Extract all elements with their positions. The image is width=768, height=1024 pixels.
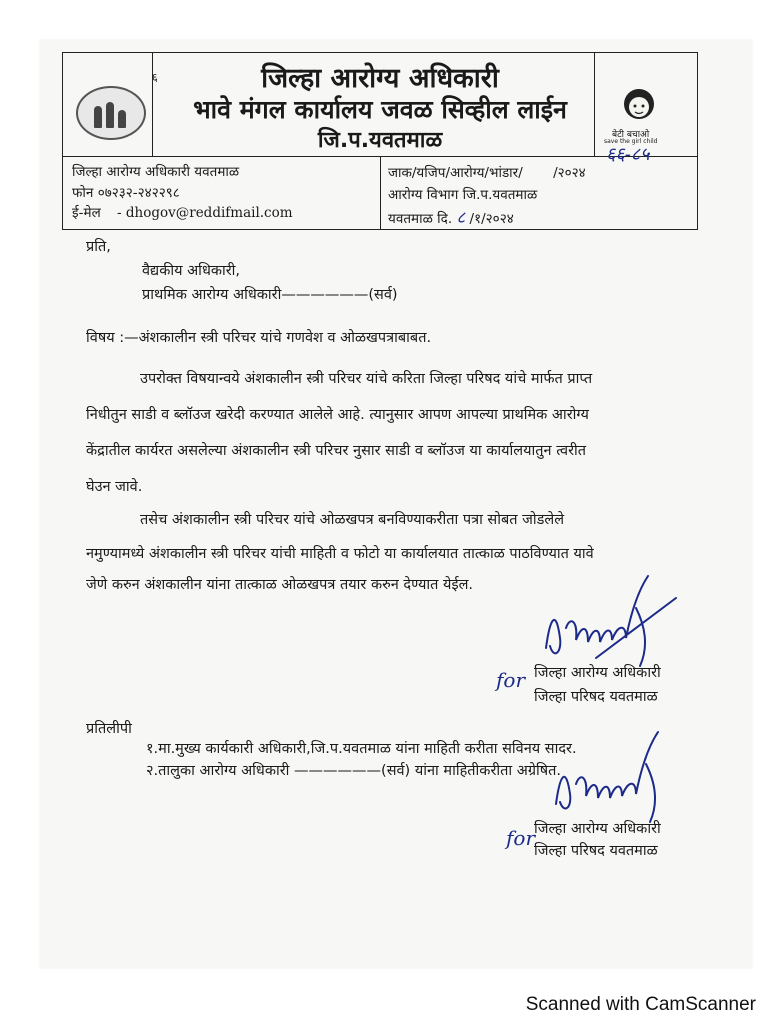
- recipient-line2: प्राथमिक आरोग्य अधिकारी——————(सर्व): [142, 287, 398, 303]
- signature-1-designation: जिल्हा आरोग्य अधिकारी: [534, 665, 661, 681]
- body-paragraph-2-line-2: नमुण्यामध्ये अंशकालीन स्त्री परिचर यांची माहिती व फोटो या कार्यालयात तात्काळ पाठविण्यात यावे: [86, 546, 594, 562]
- reference-department: आरोग्य विभाग जि.प.यवतमाळ: [388, 187, 538, 203]
- body-paragraph-2-line-1: तसेच अंशकालीन स्त्री परिचर यांचे ओळखपत्र बनविण्याकरीता पत्रा सोबत जोडलेले: [140, 512, 565, 528]
- letterhead-title: जिल्हा आरोग्य अधिकारी: [261, 63, 499, 94]
- email-address: - dhogov@reddifmail.com: [117, 205, 293, 221]
- signature-2-office: जिल्हा परिषद यवतमाळ: [534, 843, 658, 859]
- recipient-to: प्रति,: [86, 239, 111, 255]
- subject-line: विषय :—अंशकालीन स्त्री परिचर यांचे गणवेश व ओळखपत्राबाबत.: [86, 330, 432, 346]
- signature-2-designation: जिल्हा आरोग्य अधिकारी: [534, 821, 661, 837]
- beti-bachao-logo: [616, 86, 662, 126]
- body-paragraph-1-line-2: निधीतुन साडी व ब्लॉउज खरेदी करण्यात आलेले आहे. त्यानुसार आपण आपल्या प्राथमिक आरोग्य: [86, 407, 589, 423]
- logo-subcaption: save the girl child: [604, 138, 658, 145]
- signature-1-office: जिल्हा परिषद यवतमाळ: [534, 689, 658, 705]
- body-paragraph-2-line-3: जेणे करुन अंशकालीन यांना तात्काळ ओळखपत्र तयार करुन देण्यात येईल.: [86, 577, 474, 593]
- email-label: ई-मेल: [72, 205, 101, 221]
- copy-heading: प्रतिलीपी: [86, 721, 132, 737]
- body-paragraph-1-line-3: केंद्रातील कार्यरत असलेल्या अंशकालीन स्त्री परिचर नुसार साडी व ब्लॉउज या कार्यालयातुन त्वरीत: [86, 443, 587, 459]
- letterhead-divider-left: [152, 52, 153, 156]
- date-day-handwritten: ८: [456, 208, 466, 228]
- letterhead-address: भावे मंगल कार्यालय जवळ सिव्हील लाईन: [193, 95, 567, 124]
- date-rest: /१/२०२४: [469, 211, 514, 227]
- copy-item-1: १.मा.मुख्य कार्यकारी अधिकारी,जि.प.यवतमाळ यांना माहिती करीता सविनय सादर.: [146, 741, 577, 757]
- office-email-row: [72, 203, 293, 221]
- signature-1-for-mark: for: [496, 668, 526, 692]
- signature-2-for-mark: for: [506, 826, 536, 850]
- health-department-logo: [76, 86, 146, 140]
- logo-mark: ६: [152, 71, 158, 84]
- date-prefix: यवतमाळ दि.: [388, 211, 453, 227]
- recipient-line1: वैद्यकीय अधिकारी,: [142, 263, 241, 279]
- office-name: जिल्हा आरोग्य अधिकारी यवतमाळ: [72, 164, 240, 180]
- logo-caption: बेटी बचाओ: [612, 130, 650, 140]
- signature-2-graphic: [546, 722, 696, 832]
- letterhead-divider-middle: [380, 156, 381, 230]
- copy-item-2: २.तालुका आरोग्य अधिकारी ——————(सर्व) यांना माहितीकरीता अग्रेषित.: [146, 763, 562, 779]
- body-paragraph-1-line-1: उपरोक्त विषयान्वये अंशकालीन स्त्री परिचर यांचे करिता जिल्हा परिषद यांचे मार्फत प्राप्त: [140, 371, 593, 387]
- reference-number: [388, 163, 586, 181]
- office-phone: फोन ०७२३२-२४२२९८: [72, 185, 180, 201]
- letterhead-district: जि.प.यवतमाळ: [317, 128, 443, 153]
- reference-prefix: जाक/यजिप/आरोग्य/भांडार/: [388, 165, 523, 181]
- handwritten-inward-number: ६६-८५: [606, 144, 650, 165]
- camscanner-watermark: Scanned with CamScanner: [525, 994, 756, 1015]
- reference-year: /२०२४: [553, 165, 586, 181]
- body-paragraph-1-line-4: घेउन जावे.: [86, 479, 143, 495]
- reference-date: [388, 205, 514, 228]
